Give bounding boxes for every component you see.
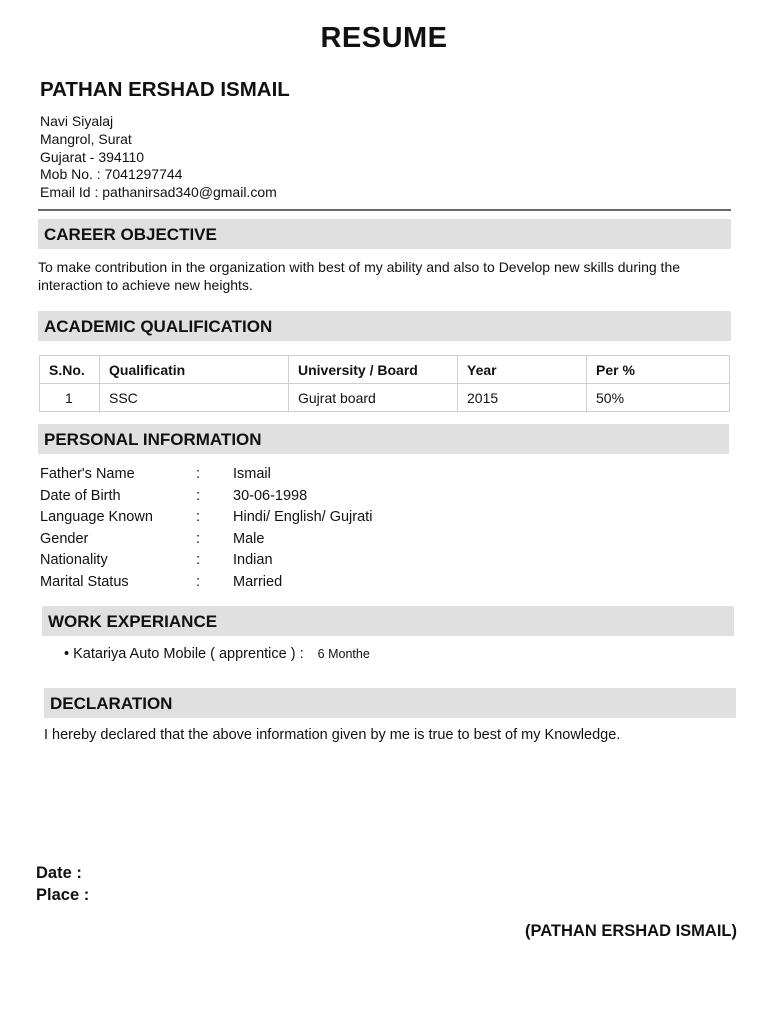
info-label: Marital Status: [40, 574, 129, 590]
header-divider: [38, 209, 731, 211]
career-objective-text: To make contribution in the organization with best of my ability and also to Develop new skills during the interaction to achieve new heights.: [38, 259, 681, 293]
personal-info-row: [40, 509, 440, 531]
place-label: Place :: [36, 886, 90, 904]
section-header-declaration: [44, 688, 736, 718]
info-separator: :: [196, 552, 201, 568]
table-cell: 2015: [458, 384, 587, 412]
work-item-text: Katariya Auto Mobile ( apprentice ) :: [73, 646, 304, 662]
section-title: ACADEMIC QUALIFICATION: [44, 317, 273, 336]
table-header-cell: Per %: [587, 356, 730, 384]
work-item: [64, 646, 370, 662]
table-row: [40, 384, 730, 412]
info-separator: :: [196, 466, 201, 482]
address-line-1: Navi Siyalaj: [40, 113, 114, 129]
section-title: WORK EXPERIANCE: [48, 612, 218, 631]
table-header-cell: Qualificatin: [100, 356, 289, 384]
table-cell: 50%: [587, 384, 730, 412]
info-value: 30-06-1998: [233, 488, 308, 504]
info-label: Gender: [40, 531, 89, 547]
info-label: Date of Birth: [40, 488, 121, 504]
table-header-cell: S.No.: [40, 356, 100, 384]
section-title: PERSONAL INFORMATION: [44, 430, 262, 449]
info-label: Father's Name: [40, 466, 135, 482]
info-separator: :: [196, 531, 201, 547]
table-header-cell: University / Board: [289, 356, 458, 384]
table-header-row: [40, 356, 730, 384]
info-value: Married: [233, 574, 283, 590]
date-label: Date :: [36, 864, 82, 882]
section-header-academic: [38, 311, 731, 341]
section-title: DECLARATION: [50, 694, 173, 713]
declaration-text: I hereby declared that the above information given by me is true to best of my Knowledge.: [44, 727, 621, 743]
info-separator: :: [196, 509, 201, 525]
personal-info-row: [40, 574, 440, 596]
work-duration: 6 Monthe: [317, 647, 370, 661]
table-cell: Gujrat board: [289, 384, 458, 412]
info-value: Indian: [233, 552, 273, 568]
section-header-personal: [38, 424, 729, 454]
table-header-cell: Year: [458, 356, 587, 384]
section-header-work: [42, 606, 734, 636]
personal-info-row: [40, 488, 440, 510]
candidate-name: PATHAN ERSHAD ISMAIL: [40, 78, 290, 101]
address-line-2: Mangrol, Surat: [40, 131, 132, 147]
table-cell: SSC: [100, 384, 289, 412]
info-separator: :: [196, 574, 201, 590]
resume-title: RESUME: [320, 22, 448, 54]
info-label: Language Known: [40, 509, 153, 525]
mobile-number: Mob No. : 7041297744: [40, 166, 183, 182]
address-line-3: Gujarat - 394110: [40, 149, 145, 165]
personal-info-row: [40, 552, 440, 574]
section-title: CAREER OBJECTIVE: [44, 225, 217, 244]
personal-info-row: [40, 466, 440, 488]
section-header-career-objective: [38, 219, 731, 249]
info-label: Nationality: [40, 552, 108, 568]
personal-info-row: [40, 531, 440, 553]
bullet-icon: •: [64, 646, 70, 662]
table-cell: 1: [40, 384, 100, 412]
academic-table: [39, 355, 730, 412]
info-separator: :: [196, 488, 201, 504]
email-address: Email Id : pathanirsad340@gmail.com: [40, 184, 277, 200]
signature-name: (PATHAN ERSHAD ISMAIL): [524, 922, 737, 940]
info-value: Hindi/ English/ Gujrati: [233, 509, 373, 525]
info-value: Male: [233, 531, 265, 547]
info-value: Ismail: [233, 466, 271, 482]
